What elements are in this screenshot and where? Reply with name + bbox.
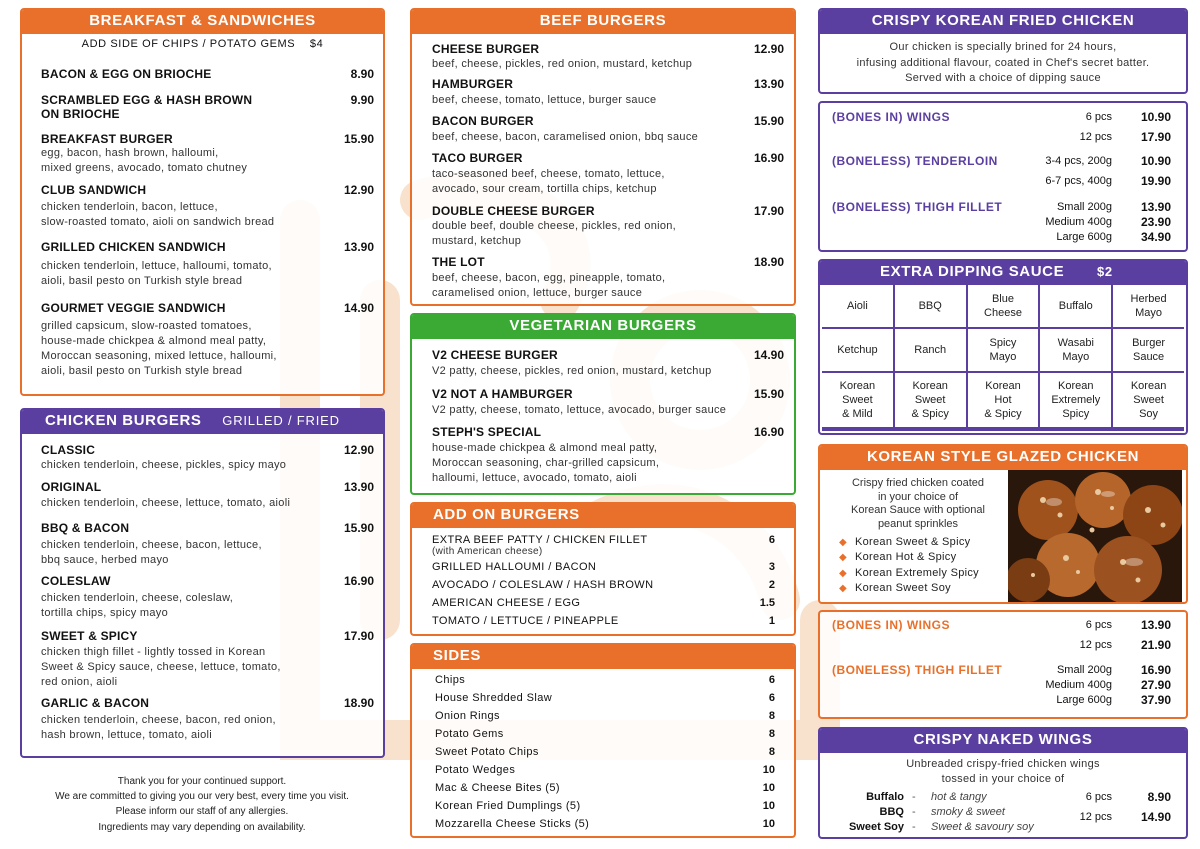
glazed-thigh-price: 37.90 bbox=[1140, 693, 1171, 707]
sauce-cell: Wasabi Mayo bbox=[1040, 329, 1111, 371]
menu-item-desc: halloumi, lettuce, avocado, tomato, aioli bbox=[432, 472, 637, 484]
side-item-name: Sweet Potato Chips bbox=[435, 746, 539, 758]
side-item-name: Potato Gems bbox=[435, 728, 504, 740]
menu-item-price: 14.90 bbox=[753, 348, 784, 362]
side-item-price: 10 bbox=[762, 764, 775, 776]
kfc-thigh-qty: Large 600g bbox=[1056, 231, 1112, 243]
sides-title: SIDES bbox=[412, 645, 794, 669]
menu-item-name: GRILLED CHICKEN SANDWICH bbox=[41, 240, 226, 254]
sauce-cell: Blue Cheese bbox=[968, 285, 1039, 327]
glazed-thigh-name: (BONELESS) THIGH FILLET bbox=[832, 663, 1003, 677]
side-item-price: 8 bbox=[768, 710, 775, 722]
menu-item-price: 16.90 bbox=[753, 425, 784, 439]
menu-item-desc: chicken tenderloin, cheese, coleslaw, bbox=[41, 592, 234, 604]
sauce-cell: Burger Sauce bbox=[1113, 329, 1184, 371]
menu-item-price: 18.90 bbox=[753, 255, 784, 269]
side-item-price: 6 bbox=[768, 674, 775, 686]
addon-burgers-title: ADD ON BURGERS bbox=[412, 504, 794, 528]
glazed-prices-panel bbox=[818, 610, 1188, 719]
kfc-prices-panel bbox=[818, 101, 1188, 252]
naked-flavour-dashes: - - - bbox=[912, 791, 916, 833]
glazed-chicken-panel bbox=[818, 444, 1188, 604]
menu-item-price: 18.90 bbox=[343, 696, 374, 710]
addon-item-name: TOMATO / LETTUCE / PINEAPPLE bbox=[432, 615, 619, 627]
glazed-wings-name: (BONES IN) WINGS bbox=[832, 618, 950, 632]
sauce-cell: Korean Extremely Spicy bbox=[1040, 373, 1111, 427]
menu-item-desc: chicken tenderloin, cheese, bacon, red onion, bbox=[41, 714, 276, 726]
menu-item-desc: chicken tenderloin, cheese, bacon, lettuce, bbox=[41, 539, 262, 551]
kfc-tender-price: 19.90 bbox=[1140, 174, 1171, 188]
diamond-bullet-icon: ◆ bbox=[839, 537, 847, 548]
menu-item-name: SCRAMBLED EGG & HASH BROWN bbox=[41, 93, 253, 107]
diamond-bullet-icon: ◆ bbox=[839, 582, 847, 594]
naked-qty: 12 pcs bbox=[1079, 811, 1112, 823]
kfc-intro: Our chicken is specially brined for 24 hours, infusing additional flavour, coated in Chef's secret batter. Served with a choice of dipping sauce bbox=[856, 41, 1150, 84]
glazed-wings-price: 13.90 bbox=[1140, 618, 1171, 632]
glazed-option: ◆ Korean Sweet Soy bbox=[839, 581, 951, 594]
menu-item-desc: taco-seasoned beef, cheese, tomato, lettuce, bbox=[432, 168, 665, 180]
menu-item-desc: hash brown, lettuce, tomato, aioli bbox=[41, 729, 213, 741]
side-item-name: Potato Wedges bbox=[435, 764, 516, 776]
menu-item-desc: chicken tenderloin, bacon, lettuce, bbox=[41, 201, 218, 213]
chicken-burgers-title: CHICKEN BURGERS bbox=[45, 412, 202, 429]
naked-price: 14.90 bbox=[1140, 810, 1171, 824]
menu-item-price: 15.90 bbox=[343, 521, 374, 535]
sauce-cell: Spicy Mayo bbox=[968, 329, 1039, 371]
glazed-wings-qty: 6 pcs bbox=[1085, 619, 1112, 631]
menu-item-price: 13.90 bbox=[343, 480, 374, 494]
glazed-thigh-price: 16.90 bbox=[1140, 663, 1171, 677]
kfc-thigh-qty: Medium 400g bbox=[1045, 216, 1112, 228]
kfc-thigh-price: 13.90 bbox=[1140, 200, 1171, 214]
kfc-thigh-name: (BONELESS) THIGH FILLET bbox=[832, 200, 1003, 214]
naked-wings-panel bbox=[818, 727, 1188, 839]
kfc-thigh-price: 23.90 bbox=[1140, 215, 1171, 229]
addon-item-name: EXTRA BEEF PATTY / CHICKEN FILLET bbox=[432, 534, 648, 546]
side-item-price: 10 bbox=[762, 782, 775, 794]
glazed-chicken-photo bbox=[1008, 470, 1182, 604]
menu-item-price: 8.90 bbox=[350, 67, 374, 81]
menu-item-desc: beef, cheese, tomato, lettuce, burger sauce bbox=[432, 94, 657, 106]
kfc-thigh-price: 34.90 bbox=[1140, 230, 1171, 244]
sauce-cell: Korean Sweet & Mild bbox=[822, 373, 893, 427]
addon-item-name: GRILLED HALLOUMI / BACON bbox=[432, 561, 597, 573]
dipping-sauce-panel bbox=[818, 259, 1188, 435]
menu-item-desc: beef, cheese, bacon, egg, pineapple, tomato, bbox=[432, 272, 666, 284]
menu-item-name: BACON & EGG ON BRIOCHE bbox=[41, 67, 212, 81]
sauce-cell: Herbed Mayo bbox=[1113, 285, 1184, 327]
menu-item-desc: mustard, ketchup bbox=[432, 235, 522, 247]
menu-item-price: 15.90 bbox=[753, 114, 784, 128]
sauce-cell: Buffalo bbox=[1040, 285, 1111, 327]
menu-item-desc: avocado, sour cream, tortilla chips, ketchup bbox=[432, 183, 657, 195]
kfc-wings-price: 17.90 bbox=[1140, 130, 1171, 144]
naked-price: 8.90 bbox=[1147, 790, 1171, 804]
side-item-name: Mozzarella Cheese Sticks (5) bbox=[435, 818, 590, 830]
vegetarian-burgers-title: VEGETARIAN BURGERS bbox=[412, 315, 794, 339]
menu-item-name: GOURMET VEGGIE SANDWICH bbox=[41, 301, 226, 315]
menu-item-price: 12.90 bbox=[343, 443, 374, 457]
menu-item-price: 16.90 bbox=[343, 574, 374, 588]
side-item-price: 10 bbox=[762, 818, 775, 830]
addon-item-price: 6 bbox=[768, 534, 775, 546]
glazed-thigh-qty: Small 200g bbox=[1056, 664, 1112, 676]
chicken-burgers-panel bbox=[20, 408, 385, 758]
menu-item-name: TACO BURGER bbox=[432, 151, 523, 165]
addon-item-price: 3 bbox=[768, 561, 775, 573]
menu-item-desc: chicken tenderloin, cheese, lettuce, tomato, aioli bbox=[41, 497, 291, 509]
menu-item-price: 15.90 bbox=[343, 132, 374, 146]
sauce-cell: Korean Hot & Spicy bbox=[968, 373, 1039, 427]
glazed-thigh-qty: Large 600g bbox=[1056, 694, 1112, 706]
kfc-wings-name: (BONES IN) WINGS bbox=[832, 110, 950, 124]
kfc-title: CRISPY KOREAN FRIED CHICKEN bbox=[820, 10, 1186, 34]
menu-item-name: DOUBLE CHEESE BURGER bbox=[432, 204, 595, 218]
breakfast-side-note: ADD SIDE OF CHIPS / POTATO GEMS $4 bbox=[81, 38, 324, 50]
menu-item-name: HAMBURGER bbox=[432, 77, 514, 91]
footer-note: Thank you for your continued support. We are committed to giving you our very best, every time you visit. Please inform our staff of any allergies. Ingredients may vary depending on availability. bbox=[55, 776, 349, 833]
menu-item-name: COLESLAW bbox=[41, 574, 111, 588]
addon-item-price: 2 bbox=[768, 579, 775, 591]
menu-item-desc: Moroccan seasoning, char-grilled capsicum, bbox=[432, 457, 660, 469]
menu-item-name: BREAKFAST BURGER bbox=[41, 132, 173, 146]
menu-item-price: 17.90 bbox=[343, 629, 374, 643]
menu-item-desc: V2 patty, cheese, tomato, lettuce, avocado, burger sauce bbox=[432, 404, 727, 416]
diamond-bullet-icon: ◆ bbox=[839, 567, 847, 579]
menu-item-desc: mixed greens, avocado, tomato chutney bbox=[41, 162, 248, 174]
kfc-tender-qty: 3-4 pcs, 200g bbox=[1045, 155, 1112, 167]
menu-item-name: V2 CHEESE BURGER bbox=[432, 348, 558, 362]
naked-flavour-descs: hot & tangy smoky & sweet Sweet & savoury soy bbox=[931, 791, 1034, 833]
kfc-intro-panel bbox=[818, 8, 1188, 94]
sauce-grid bbox=[822, 285, 1184, 431]
kfc-wings-qty: 12 pcs bbox=[1079, 131, 1112, 143]
menu-item-name: BBQ & BACON bbox=[41, 521, 130, 535]
naked-wings-title: CRISPY NAKED WINGS bbox=[820, 729, 1186, 753]
menu-item-desc: grilled capsicum, slow-roasted tomatoes, bbox=[41, 320, 252, 332]
sauce-cell: Korean Sweet & Spicy bbox=[895, 373, 966, 427]
naked-flavour-names: Buffalo BBQ Sweet Soy bbox=[848, 791, 904, 833]
menu-item-desc: chicken tenderloin, lettuce, halloumi, tomato, bbox=[41, 260, 272, 272]
menu-item-price: 13.90 bbox=[753, 77, 784, 91]
menu-item-name-cont: ON BRIOCHE bbox=[41, 107, 120, 121]
beef-burgers-panel bbox=[410, 8, 796, 306]
glazed-wings-price: 21.90 bbox=[1140, 638, 1171, 652]
menu-item-name: BACON BURGER bbox=[432, 114, 534, 128]
dipping-sauce-price: $2 bbox=[1096, 264, 1113, 279]
side-item-name: Chips bbox=[435, 674, 466, 686]
menu-item-desc: chicken thigh fillet - lightly tossed in Korean bbox=[41, 646, 266, 658]
menu-item-desc: red onion, aioli bbox=[41, 676, 118, 688]
menu-item-name: GARLIC & BACON bbox=[41, 696, 150, 710]
menu-item-price: 12.90 bbox=[753, 42, 784, 56]
dipping-sauce-header bbox=[820, 261, 1186, 285]
menu-item-price: 17.90 bbox=[753, 204, 784, 218]
menu-item-desc: double beef, double cheese, pickles, red onion, bbox=[432, 220, 677, 232]
sauce-cell: Ketchup bbox=[822, 329, 893, 371]
menu-item-desc: house-made chickpea & almond meal patty, bbox=[432, 442, 658, 454]
addon-burgers-panel bbox=[410, 502, 796, 636]
glazed-option: ◆ Korean Sweet & Spicy bbox=[839, 536, 971, 548]
kfc-wings-price: 10.90 bbox=[1140, 110, 1171, 124]
addon-item-price: 1 bbox=[768, 615, 775, 627]
menu-item-name: CLASSIC bbox=[41, 443, 96, 457]
chicken-burgers-header bbox=[22, 410, 383, 434]
menu-item-name: CHEESE BURGER bbox=[432, 42, 540, 56]
glazed-chicken-title: KOREAN STYLE GLAZED CHICKEN bbox=[820, 446, 1186, 470]
menu-item-name: CLUB SANDWICH bbox=[41, 183, 147, 197]
menu-item-desc: caramelised onion, lettuce, burger sauce bbox=[432, 287, 643, 299]
sauce-cell: Aioli bbox=[822, 285, 893, 327]
menu-item-price: 13.90 bbox=[343, 240, 374, 254]
menu-item-name: STEPH'S SPECIAL bbox=[432, 425, 542, 439]
addon-item-name: AVOCADO / COLESLAW / HASH BROWN bbox=[432, 579, 654, 591]
glazed-thigh-qty: Medium 400g bbox=[1045, 679, 1112, 691]
glazed-wings-qty: 12 pcs bbox=[1079, 639, 1112, 651]
menu-item-desc: tortilla chips, spicy mayo bbox=[41, 607, 169, 619]
menu-item-desc: egg, bacon, hash brown, halloumi, bbox=[41, 147, 219, 159]
kfc-thigh-qty: Small 200g bbox=[1056, 201, 1112, 213]
beef-burgers-title: BEEF BURGERS bbox=[412, 10, 794, 34]
breakfast-title: BREAKFAST & SANDWICHES bbox=[22, 10, 383, 34]
menu-item-desc: beef, cheese, bacon, caramelised onion, bbq sauce bbox=[432, 131, 699, 143]
kfc-tender-name: (BONELESS) TENDERLOIN bbox=[832, 154, 998, 168]
menu-item-desc: aioli, basil pesto on Turkish style bread bbox=[41, 365, 243, 377]
side-item-name: Mac & Cheese Bites (5) bbox=[435, 782, 560, 794]
kfc-tender-qty: 6-7 pcs, 400g bbox=[1045, 175, 1112, 187]
menu-item-desc: beef, cheese, pickles, red onion, mustard, ketchup bbox=[432, 58, 693, 70]
side-item-price: 10 bbox=[762, 800, 775, 812]
menu-item-desc: house-made chickpea & almond meal patty, bbox=[41, 335, 267, 347]
glazed-intro: Crispy fried chicken coated in your choice of Korean Sauce with optional peanut sprinkles bbox=[851, 477, 985, 530]
side-item-price: 6 bbox=[768, 692, 775, 704]
menu-item-desc: V2 patty, cheese, pickles, red onion, mustard, ketchup bbox=[432, 365, 712, 377]
menu-item-price: 9.90 bbox=[350, 93, 374, 107]
menu-item-desc: bbq sauce, herbed mayo bbox=[41, 554, 169, 566]
menu-item-price: 16.90 bbox=[753, 151, 784, 165]
addon-item-name: AMERICAN CHEESE / EGG bbox=[432, 597, 581, 609]
side-item-price: 8 bbox=[768, 728, 775, 740]
vegetarian-burgers-panel bbox=[410, 313, 796, 495]
sauce-cell: BBQ bbox=[895, 285, 966, 327]
glazed-option: ◆ Korean Extremely Spicy bbox=[839, 566, 979, 579]
menu-item-desc: slow-roasted tomato, aioli on sandwich bread bbox=[41, 216, 275, 228]
diamond-bullet-icon: ◆ bbox=[839, 552, 847, 564]
chicken-burgers-subtitle: GRILLED / FRIED bbox=[222, 413, 340, 428]
kfc-tender-price: 10.90 bbox=[1140, 154, 1171, 168]
menu-item-desc: chicken tenderloin, cheese, pickles, spicy mayo bbox=[41, 459, 287, 471]
side-item-name: House Shredded Slaw bbox=[435, 692, 553, 704]
menu-item-desc: Sweet & Spicy sauce, cheese, lettuce, tomato, bbox=[41, 661, 281, 673]
side-item-price: 8 bbox=[768, 746, 775, 758]
glazed-option: ◆ Korean Hot & Spicy bbox=[839, 551, 957, 564]
glazed-options bbox=[839, 535, 979, 596]
sides-panel bbox=[410, 643, 796, 838]
menu-item-name: ORIGINAL bbox=[41, 480, 102, 494]
naked-intro: Unbreaded crispy-fried chicken wings tossed in your choice of bbox=[906, 758, 1100, 785]
addon-item-price: 1.5 bbox=[759, 597, 775, 609]
glazed-thigh-price: 27.90 bbox=[1140, 678, 1171, 692]
menu-item-desc: Moroccan seasoning, mixed lettuce, halloumi, bbox=[41, 350, 277, 362]
side-item-name: Korean Fried Dumplings (5) bbox=[435, 800, 581, 812]
side-item-name: Onion Rings bbox=[435, 710, 500, 722]
dipping-sauce-title: EXTRA DIPPING SAUCE bbox=[880, 263, 1065, 280]
sauce-cell: Korean Sweet Soy bbox=[1113, 373, 1184, 427]
menu-item-name: SWEET & SPICY bbox=[41, 629, 138, 643]
addon-item-note: (with American cheese) bbox=[432, 546, 543, 557]
kfc-wings-qty: 6 pcs bbox=[1085, 111, 1112, 123]
menu-item-desc: aioli, basil pesto on Turkish style bread bbox=[41, 275, 243, 287]
menu-item-name: THE LOT bbox=[432, 255, 485, 269]
menu-item-price: 15.90 bbox=[753, 387, 784, 401]
menu-item-price: 12.90 bbox=[343, 183, 374, 197]
menu-item-name: V2 NOT A HAMBURGER bbox=[432, 387, 573, 401]
breakfast-panel bbox=[20, 8, 385, 396]
sauce-cell: Ranch bbox=[895, 329, 966, 371]
naked-qty: 6 pcs bbox=[1085, 791, 1112, 803]
menu-item-price: 14.90 bbox=[343, 301, 374, 315]
